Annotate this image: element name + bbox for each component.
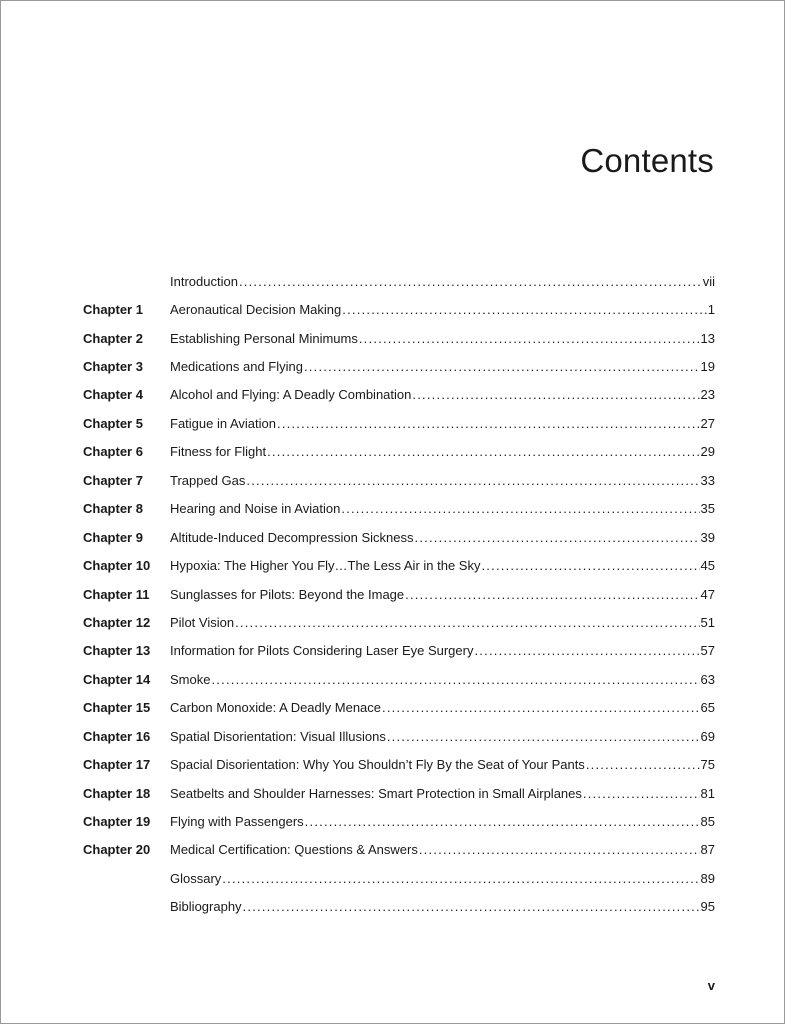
chapter-number: Chapter 12 <box>83 614 151 630</box>
entry-page: 1 <box>707 302 715 318</box>
chapter-number: Chapter 16 <box>83 728 151 744</box>
toc-entry <box>170 331 715 346</box>
entry-title: Establishing Personal Minimums <box>170 330 358 346</box>
dot-leader <box>342 302 707 317</box>
entry-page: 27 <box>700 415 715 431</box>
entry-page: 89 <box>700 870 715 886</box>
entry-page: 63 <box>700 671 715 687</box>
entry-title: Hearing and Noise in Aviation <box>170 501 341 517</box>
entry-title: Bibliography <box>170 899 242 915</box>
dot-leader <box>246 473 699 488</box>
toc-row[interactable] <box>83 381 715 409</box>
dot-leader <box>222 871 699 886</box>
dot-leader <box>239 274 702 289</box>
entry-title: Fatigue in Aviation <box>170 415 276 431</box>
chapter-number: Chapter 1 <box>83 302 143 318</box>
dot-leader <box>387 729 700 744</box>
entry-page: 95 <box>700 899 715 915</box>
dot-leader <box>305 814 700 829</box>
chapter-number: Chapter 3 <box>83 359 143 375</box>
entry-title: Hypoxia: The Higher You Fly…The Less Air in the Sky <box>170 558 481 574</box>
entry-page: vii <box>702 273 715 289</box>
dot-leader <box>277 416 700 431</box>
dot-leader <box>267 444 699 459</box>
toc-row[interactable] <box>83 608 715 636</box>
entry-title: Spacial Disorientation: Why You Shouldn’t Fly By the Seat of Your Pants <box>170 757 585 773</box>
toc-row[interactable] <box>83 779 715 807</box>
page-title: Contents <box>580 142 714 179</box>
chapter-number: Chapter 19 <box>83 814 151 830</box>
entry-page: 35 <box>700 501 715 517</box>
entry-title: Sunglasses for Pilots: Beyond the Image <box>170 586 405 602</box>
entry-page: 69 <box>700 728 715 744</box>
dot-leader <box>243 899 700 914</box>
toc-row[interactable] <box>83 807 715 835</box>
entry-page: 51 <box>700 614 715 630</box>
toc-row[interactable] <box>83 352 715 380</box>
entry-page: 87 <box>700 842 715 858</box>
chapter-number: Chapter 5 <box>83 415 143 431</box>
chapter-number: Chapter 17 <box>83 757 151 773</box>
toc-row[interactable] <box>83 466 715 494</box>
toc-row[interactable] <box>83 750 715 778</box>
entry-page: 65 <box>700 700 715 716</box>
entry-title: Glossary <box>170 870 222 886</box>
dot-leader <box>474 643 699 658</box>
toc-entry <box>170 387 715 402</box>
toc-row[interactable] <box>83 580 715 608</box>
entry-title: Trapped Gas <box>170 472 246 488</box>
toc-entry <box>170 473 715 488</box>
dot-leader <box>235 615 699 630</box>
chapter-number: Chapter 20 <box>83 842 151 858</box>
entry-page: 45 <box>700 558 715 574</box>
chapter-number: Chapter 2 <box>83 330 143 346</box>
toc-entry <box>170 672 715 687</box>
toc-row[interactable] <box>83 409 715 437</box>
entry-title: Aeronautical Decision Making <box>170 302 342 318</box>
toc-entry <box>170 871 715 886</box>
dot-leader <box>405 587 699 602</box>
entry-title: Carbon Monoxide: A Deadly Menace <box>170 700 382 716</box>
entry-page: 23 <box>700 387 715 403</box>
entry-page: 81 <box>700 785 715 801</box>
page-number: v <box>707 978 715 993</box>
entry-title: Fitness for Flight <box>170 444 267 460</box>
entry-title: Flying with Passengers <box>170 814 304 830</box>
dot-leader <box>412 387 699 402</box>
entry-title: Pilot Vision <box>170 614 235 630</box>
toc-entry <box>170 359 715 374</box>
toc-row[interactable] <box>83 864 715 892</box>
entry-page: 85 <box>700 814 715 830</box>
toc-row[interactable] <box>83 438 715 466</box>
dot-leader <box>382 700 700 715</box>
entry-title: Seatbelts and Shoulder Harnesses: Smart Protection in Small Airplanes <box>170 785 582 801</box>
entry-page: 75 <box>700 757 715 773</box>
entry-title: Alcohol and Flying: A Deadly Combination <box>170 387 412 403</box>
chapter-number: Chapter 8 <box>83 501 143 517</box>
toc-row[interactable] <box>83 551 715 579</box>
chapter-number: Chapter 4 <box>83 387 143 403</box>
chapter-number: Chapter 11 <box>83 586 150 602</box>
toc-row[interactable] <box>83 324 715 352</box>
entry-page: 39 <box>700 529 715 545</box>
entry-title: Information for Pilots Considering Laser Eye Surgery <box>170 643 474 659</box>
entry-title: Smoke <box>170 671 211 687</box>
dot-leader <box>419 842 700 857</box>
dot-leader <box>359 331 700 346</box>
entry-page: 13 <box>700 330 715 346</box>
toc-row[interactable] <box>83 267 715 295</box>
toc-row[interactable] <box>83 495 715 523</box>
toc-entry <box>170 643 715 658</box>
dot-leader <box>481 558 699 573</box>
toc-entry <box>170 786 715 801</box>
toc-row[interactable] <box>83 893 715 921</box>
dot-leader <box>211 672 699 687</box>
toc-row[interactable] <box>83 722 715 750</box>
dot-leader <box>341 501 699 516</box>
chapter-number: Chapter 7 <box>83 472 143 488</box>
dot-leader <box>304 359 700 374</box>
chapter-number: Chapter 15 <box>83 700 151 716</box>
toc-entry <box>170 302 715 317</box>
toc-entry <box>170 274 715 289</box>
toc-entry <box>170 558 715 573</box>
entry-page: 47 <box>700 586 715 602</box>
toc-row[interactable] <box>83 836 715 864</box>
entry-title: Introduction <box>170 273 238 289</box>
toc-entry <box>170 842 715 857</box>
dot-leader <box>586 757 700 772</box>
toc-entry <box>170 757 715 772</box>
toc-entry <box>170 444 715 459</box>
entry-title: Spatial Disorientation: Visual Illusions <box>170 728 386 744</box>
entry-title: Medications and Flying <box>170 359 303 375</box>
toc-entry <box>170 814 715 829</box>
toc-row[interactable] <box>83 637 715 665</box>
dot-leader <box>583 786 700 801</box>
entry-page: 57 <box>700 643 715 659</box>
toc-row[interactable] <box>83 295 715 323</box>
entry-page: 29 <box>700 444 715 460</box>
toc-entry <box>170 615 715 630</box>
toc-entry <box>170 587 715 602</box>
chapter-number: Chapter 14 <box>83 671 151 687</box>
dot-leader <box>415 530 700 545</box>
chapter-number: Chapter 9 <box>83 529 143 545</box>
toc-entry <box>170 530 715 545</box>
toc-row[interactable] <box>83 665 715 693</box>
toc-entry <box>170 729 715 744</box>
toc-row[interactable] <box>83 694 715 722</box>
toc-entry <box>170 501 715 516</box>
table-of-contents <box>83 267 715 921</box>
toc-entry <box>170 899 715 914</box>
entry-page: 19 <box>700 359 715 375</box>
entry-title: Medical Certification: Questions & Answers <box>170 842 418 858</box>
toc-entry <box>170 700 715 715</box>
chapter-number: Chapter 10 <box>83 558 151 574</box>
chapter-number: Chapter 6 <box>83 444 143 460</box>
entry-page: 33 <box>700 472 715 488</box>
entry-title: Altitude-Induced Decompression Sickness <box>170 529 414 545</box>
toc-row[interactable] <box>83 523 715 551</box>
toc-entry <box>170 416 715 431</box>
chapter-number: Chapter 18 <box>83 785 151 801</box>
chapter-number: Chapter 13 <box>83 643 151 659</box>
